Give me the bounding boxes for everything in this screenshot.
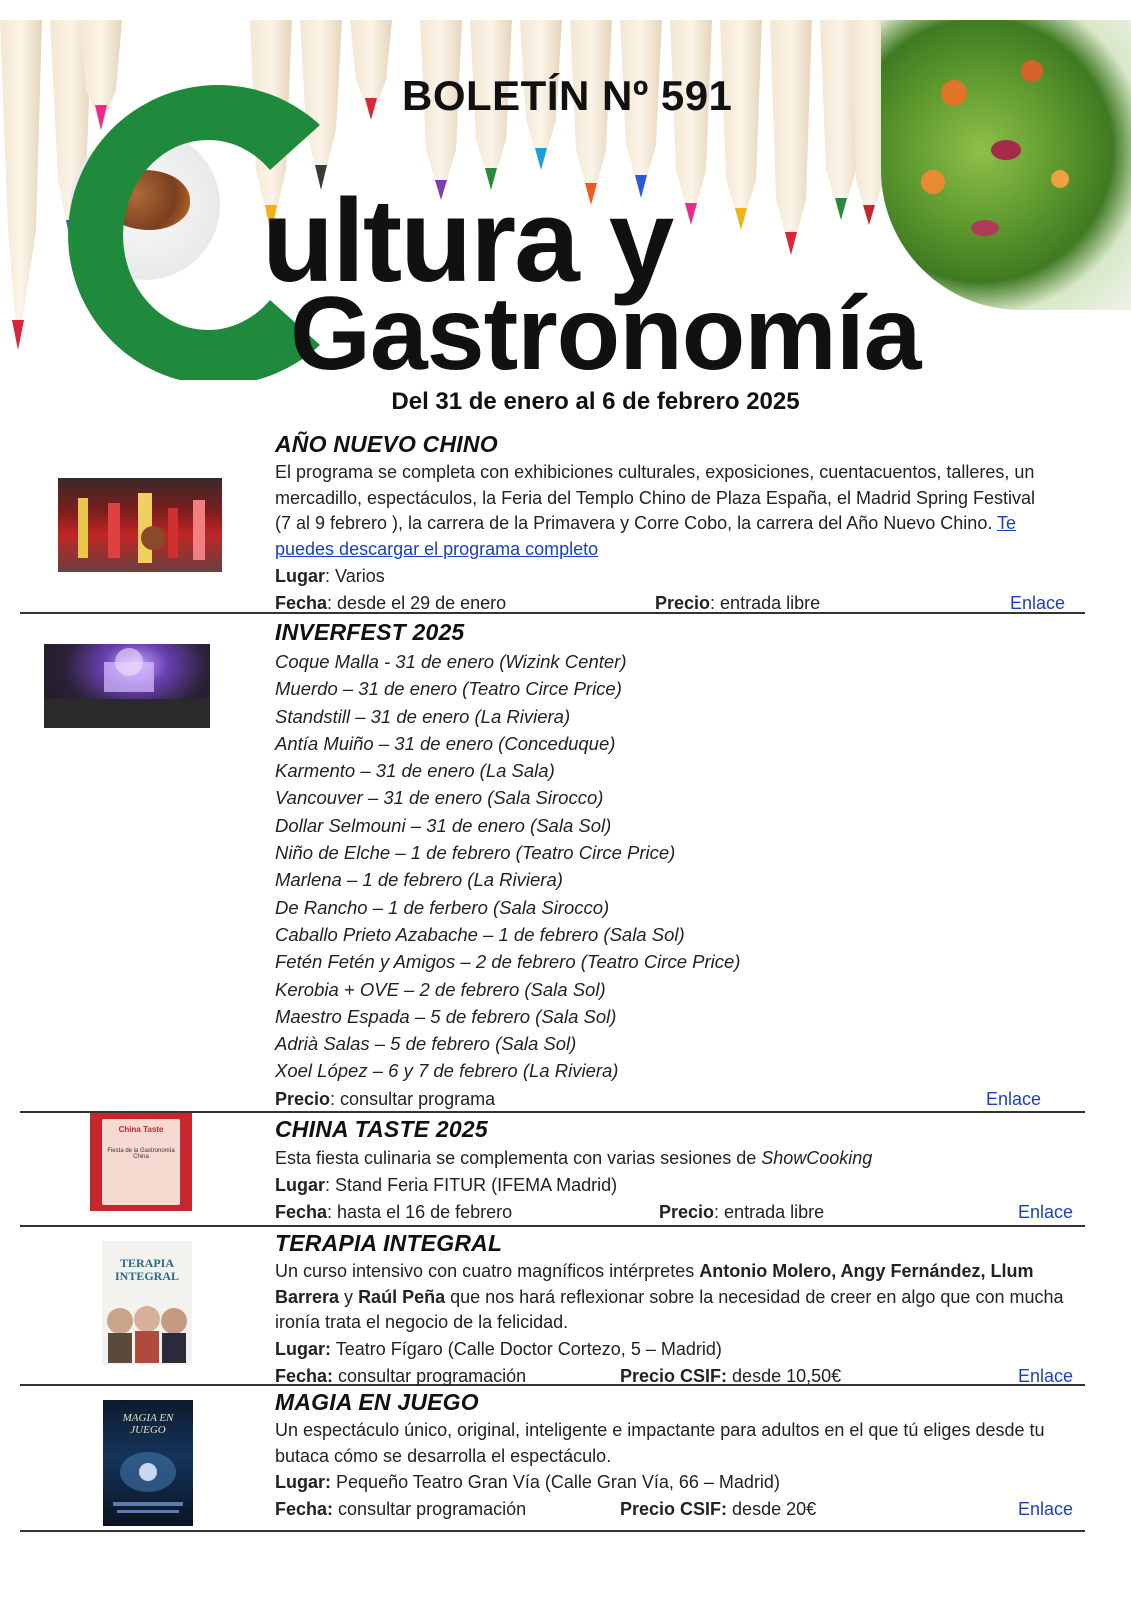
poster-subtitle: Fiesta de la Gastronomía China (107, 1148, 175, 1160)
lugar-label: Lugar: (275, 1338, 332, 1359)
date-range: Del 31 de enero al 6 de febrero 2025 (391, 388, 800, 415)
desc-part: y (339, 1286, 359, 1307)
precio-csif-label: Precio CSIF: (620, 1365, 728, 1386)
lineup-item: Dollar Selmouni – 31 de enero (Sala Sol) (275, 814, 612, 836)
event-content (275, 1113, 1073, 1226)
cast-names: Raúl Peña (358, 1286, 446, 1307)
event-inverfest (20, 616, 1085, 1113)
download-program-link[interactable]: Te puedes descargar el programa completo (275, 513, 1017, 559)
event-content (275, 1386, 1073, 1523)
desc-part: Un curso intensivo con cuatro magníficos intérpretes (275, 1261, 700, 1281)
lineup-item: Vancouver – 31 de enero (Sala Sirocco) (275, 787, 604, 809)
precio-value: entrada libre (720, 593, 821, 613)
event-fecha-precio (275, 1496, 1073, 1523)
lugar-value: Varios (335, 566, 385, 586)
inverfest-concert-photo (44, 644, 210, 728)
enlace-link[interactable]: Enlace (1017, 1499, 1073, 1519)
lugar-label: Lugar (275, 566, 326, 586)
event-title: INVERFEST 2025 (275, 619, 465, 645)
precio-value: desde 10,50€ (732, 1365, 842, 1386)
china-taste-poster (90, 1113, 192, 1211)
event-precio: Precio: consultar programa Enlace (275, 1086, 1073, 1113)
lineup-item: Karmento – 31 de enero (La Sala) (275, 760, 555, 782)
lugar-label: Lugar: (275, 1472, 332, 1492)
desc-part: que nos hará reflexionar sobre la necesidad de creer en algo que con mucha ironía trata el negocio de la felicidad. (275, 1286, 1064, 1332)
event-ano-nuevo-chino (20, 428, 1085, 614)
lineup-item: Kerobia + OVE – 2 de febrero (Sala Sol) (275, 978, 606, 1000)
bulletin-number: BOLETÍN Nº 591 (402, 72, 733, 119)
enlace-link[interactable]: Enlace (1017, 1365, 1073, 1386)
magia-en-juego-poster (103, 1400, 193, 1526)
event-title: CHINA TASTE 2025 (275, 1116, 488, 1142)
cast-names: Antonio Molero, Angy Fernández, Llum Barrera (275, 1261, 1034, 1307)
lineup-item: Fetén Fetén y Amigos – 2 de febrero (Teatro Circe Price) (275, 951, 741, 973)
lineup-item: Muerdo – 31 de enero (Teatro Circe Price) (275, 678, 622, 700)
fecha-label: Fecha: (275, 1365, 334, 1386)
title-gastronomia: Gastronomía (290, 276, 921, 380)
precio-value: desde 20€ (732, 1499, 817, 1519)
event-description (275, 1259, 1065, 1336)
chinese-new-year-parade-photo (58, 478, 222, 572)
lugar-value: Teatro Fígaro (Calle Doctor Cortezo, 5 – Madrid) (335, 1338, 722, 1359)
event-content (275, 428, 1073, 617)
event-china-taste (20, 1113, 1085, 1227)
lineup-item: Xoel López – 6 y 7 de febrero (La Riviera) (275, 1060, 619, 1082)
precio-value: entrada libre (724, 1202, 825, 1222)
precio-label: Precio (655, 593, 711, 613)
lineup-item: Niño de Elche – 1 de febrero (Teatro Circe Price) (275, 842, 676, 864)
lugar-value: Stand Feria FITUR (IFEMA Madrid) (335, 1175, 618, 1195)
poster-card (102, 1119, 180, 1205)
event-title: MAGIA EN JUEGO (275, 1389, 479, 1415)
fecha-value: desde el 29 de enero (337, 593, 507, 613)
fecha-label: Fecha: (275, 1499, 334, 1519)
enlace-link[interactable]: Enlace (1017, 1202, 1073, 1222)
lineup-item: Adrià Salas – 5 de febrero (Sala Sol) (275, 1033, 577, 1055)
showcooking-text: ShowCooking (761, 1148, 873, 1168)
precio-value: consultar programa (340, 1088, 496, 1109)
lugar-label: Lugar (275, 1175, 326, 1195)
inverfest-lineup (275, 648, 1073, 1085)
event-content (275, 616, 1073, 1113)
event-lugar (275, 1336, 1073, 1363)
lugar-value: Pequeño Teatro Gran Vía (Calle Gran Vía, 66 – Madrid) (336, 1472, 780, 1492)
title-cultura: ultura y (262, 175, 673, 307)
lineup-item: Antía Muiño – 31 de enero (Conceduque) (275, 732, 616, 754)
fecha-value: consultar programación (338, 1365, 527, 1386)
event-description (275, 460, 1045, 562)
fecha-label: Fecha (275, 593, 328, 613)
poster-title: MAGIA EN JUEGO (122, 1412, 174, 1437)
fecha-label: Fecha (275, 1202, 328, 1222)
event-content (275, 1227, 1073, 1390)
precio-label: Precio (275, 1088, 331, 1109)
fecha-value: hasta el 16 de febrero (337, 1202, 513, 1222)
lineup-item: Marlena – 1 de febrero (La Riviera) (275, 869, 563, 891)
event-description: Un espectáculo único, original, inteligente e impactante para adultos en el que tú eliges desde tu butaca cómo se desarrolla el espectáculo. (275, 1420, 1045, 1466)
event-lugar: Lugar: Varios (275, 566, 385, 586)
terapia-integral-poster (102, 1241, 192, 1365)
bulletin-header (0, 0, 1131, 380)
lineup-item: Maestro Espada – 5 de febrero (Sala Sol) (275, 1005, 617, 1027)
event-fecha-precio: Fecha: desde el 29 de enero Precio: entrada libre Enlace (275, 590, 1073, 617)
fecha-value: consultar programación (338, 1499, 527, 1519)
event-title: TERAPIA INTEGRAL (275, 1230, 503, 1256)
event-description-text: Esta fiesta culinaria se complementa con varias sesiones de (275, 1148, 762, 1168)
event-description (275, 1145, 1073, 1172)
event-lugar (275, 1469, 1073, 1496)
precio-csif-label: Precio CSIF: (620, 1499, 728, 1519)
precio-label: Precio (659, 1202, 715, 1222)
poster-title: TERAPIA INTEGRAL (114, 1256, 179, 1284)
event-magia-en-juego (20, 1386, 1085, 1532)
enlace-link[interactable]: Enlace (985, 1088, 1041, 1109)
lineup-item: Caballo Prieto Azabache – 1 de febrero (Sala Sol) (275, 923, 685, 945)
lineup-item: De Rancho – 1 de ferbero (Sala Sirocco) (275, 896, 610, 918)
poster-logo-text: China Taste (118, 1125, 164, 1134)
event-terapia-integral (20, 1227, 1085, 1386)
lineup-item: Standstill – 31 de enero (La Riviera) (275, 705, 571, 727)
lineup-item: Coque Malla - 31 de enero (Wizink Center) (275, 651, 627, 672)
event-title: AÑO NUEVO CHINO (275, 431, 498, 457)
enlace-link[interactable]: Enlace (1009, 593, 1065, 613)
event-description-text: El programa se completa con exhibiciones culturales, exposiciones, cuentacuentos, talleres, un mercadillo, espectáculos, la Feria del Templo Chino de Plaza España, el Madrid Spring Festival (7 al 9 febrero ), la carrera de la Primavera y Corre Cobo, la carrera del Año Nuevo Chino. (275, 462, 1036, 533)
event-lugar: Lugar: Stand Feria FITUR (IFEMA Madrid) (275, 1175, 618, 1195)
event-fecha-precio: Fecha: hasta el 16 de febrero Precio: entrada libre Enlace (275, 1199, 1073, 1226)
